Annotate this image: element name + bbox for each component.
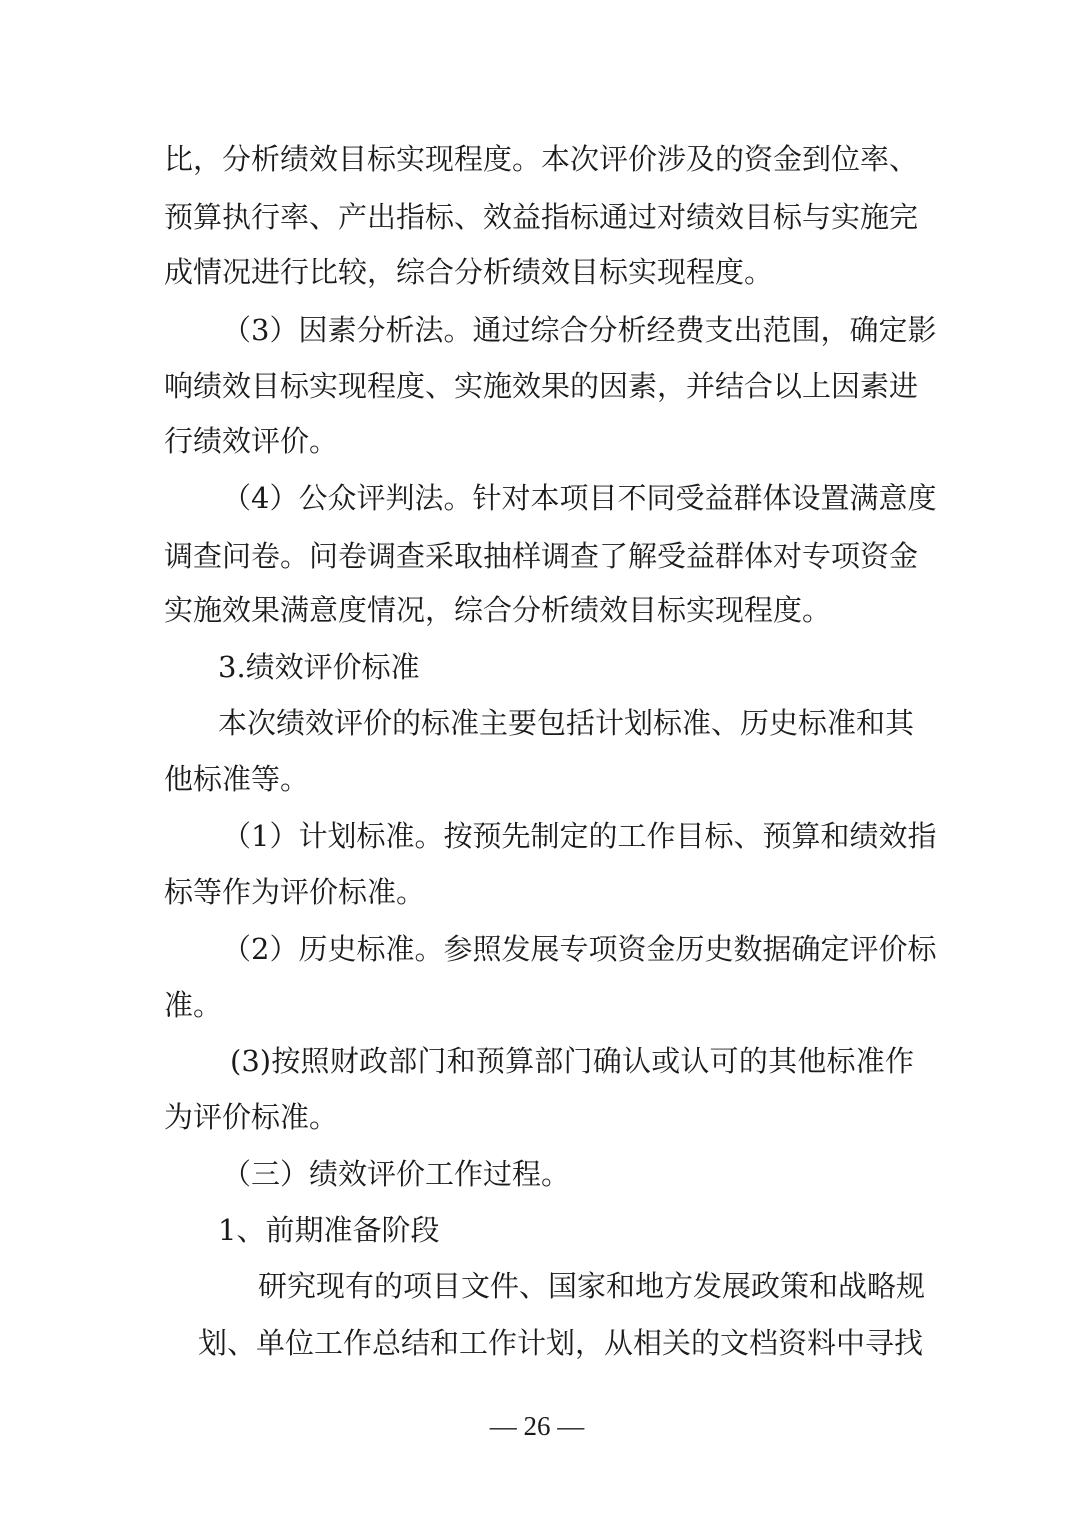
paragraph-line: 准。 xyxy=(164,988,223,1022)
section-heading: 3.绩效评价标准 xyxy=(218,650,420,684)
paragraph-line: 比，分析绩效目标实现程度。本次评价涉及的资金到位率、 xyxy=(164,142,919,176)
paragraph-line: (3)按照财政部门和预算部门确认或认可的其他标准作 xyxy=(230,1044,914,1078)
paragraph-line: 他标准等。 xyxy=(164,762,310,796)
page-number: — 26 — xyxy=(489,1411,585,1441)
paragraph-line: 本次绩效评价的标准主要包括计划标准、历史标准和其 xyxy=(218,706,915,740)
paragraph-line: 行绩效评价。 xyxy=(164,424,339,458)
paragraph-line: 实施效果满意度情况，综合分析绩效目标实现程度。 xyxy=(164,593,832,627)
paragraph-line: （2）历史标准。参照发展专项资金历史数据确定评价标 xyxy=(222,932,937,966)
paragraph-line: 预算执行率、产出指标、效益指标通过对绩效目标与实施完 xyxy=(164,200,919,234)
paragraph-line: 研究现有的项目文件、国家和地方发展政策和战略规 xyxy=(258,1269,926,1303)
paragraph-line: 成情况进行比较，综合分析绩效目标实现程度。 xyxy=(164,255,774,289)
section-heading: （三）绩效评价工作过程。 xyxy=(222,1157,571,1191)
paragraph-line: 标等作为评价标准。 xyxy=(164,875,426,909)
paragraph-line: （3）因素分析法。通过综合分析经费支出范围，确定影 xyxy=(222,313,937,347)
section-heading: 1、前期准备阶段 xyxy=(218,1213,440,1247)
paragraph-line: （1）计划标准。按预先制定的工作目标、预算和绩效指 xyxy=(222,819,937,853)
paragraph-line: 调查问卷。问卷调查采取抽样调查了解受益群体对专项资金 xyxy=(164,539,919,573)
paragraph-line: 响绩效目标实现程度、实施效果的因素，并结合以上因素进 xyxy=(164,369,919,403)
paragraph-line: （4）公众评判法。针对本项目不同受益群体设置满意度 xyxy=(222,481,937,515)
paragraph-line: 为评价标准。 xyxy=(164,1100,339,1134)
paragraph-line: 划、单位工作总结和工作计划，从相关的文档资料中寻找 xyxy=(198,1326,924,1360)
